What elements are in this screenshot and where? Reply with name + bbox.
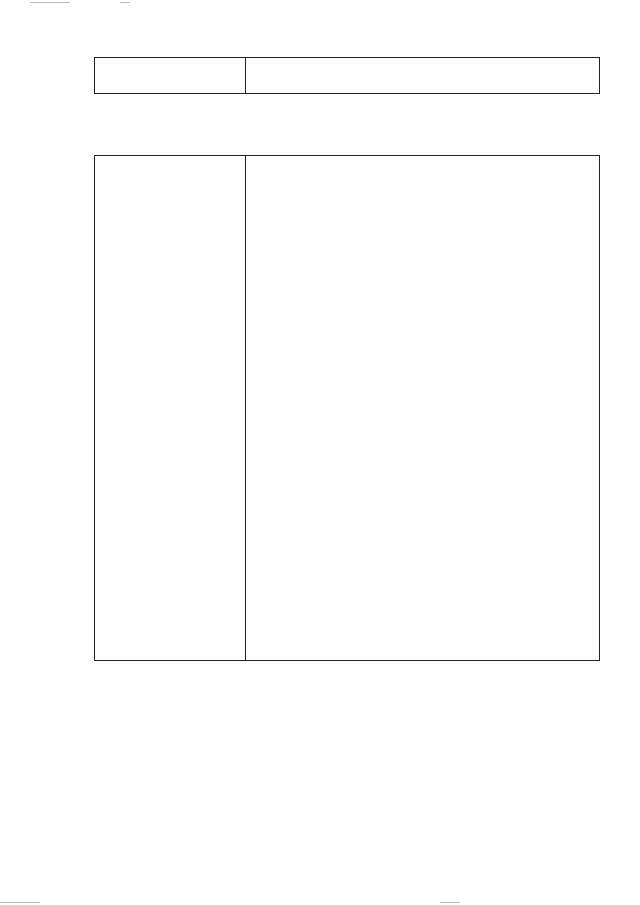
scan-mark-top-left — [30, 2, 70, 3]
column-divider — [245, 58, 246, 93]
scan-mark-top-center — [120, 2, 130, 3]
scan-mark-bottom-left — [0, 902, 40, 903]
total-row — [249, 174, 599, 192]
scan-mark-bottom-right — [440, 902, 460, 903]
top-continuation-table — [94, 57, 600, 94]
column-divider — [245, 156, 246, 660]
financing-table — [94, 155, 600, 661]
